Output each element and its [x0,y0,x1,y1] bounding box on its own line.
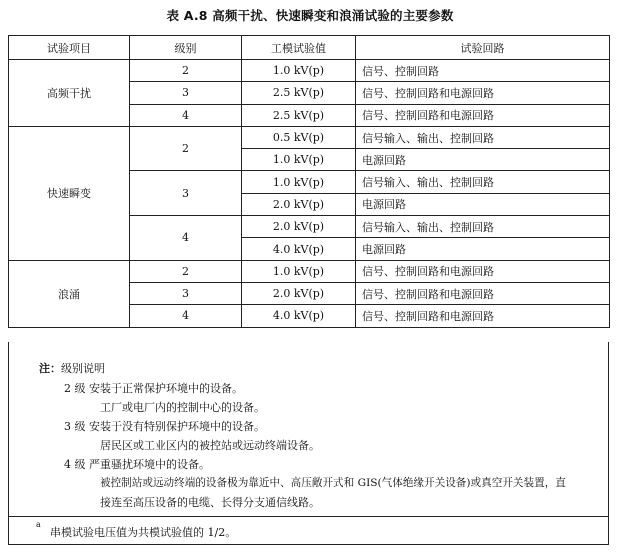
table-row [9,260,610,282]
value-cell: 4.0 kV(p) [242,305,356,327]
circuit-cell: 信号输入、输出、控制回路 [356,171,610,193]
parameters-table [8,35,610,328]
value-cell: 1.0 kV(p) [242,149,356,171]
value-cell: 2.0 kV(p) [242,282,356,304]
circuit-cell: 信号输入、输出、控制回路 [356,216,610,238]
level-cell: 4 [130,305,242,327]
notes-block [8,342,609,517]
header-row [9,36,610,60]
value-cell: 1.0 kV(p) [242,171,356,193]
notes-title: 级别说明 [61,362,105,375]
level-cell: 2 [130,126,242,171]
value-cell: 2.0 kV(p) [242,216,356,238]
note-level-3: 3 级 安装于没有特别保护环境中的设备。 [64,420,265,433]
notes-label: 注： [39,362,61,375]
footnote-mark: a [36,520,41,529]
footnote-text: 串模试验电压值为共模试验值的 1/2。 [50,526,237,539]
level-cell: 4 [130,104,242,126]
header-test-item: 试验项目 [9,36,130,60]
note-level-4-detail: 被控制站或远动终端的设备极为靠近中、高压敞开式和 GIS(气体绝缘开关设备)或真空开关装置，直 [100,477,566,489]
value-cell: 2.5 kV(p) [242,82,356,104]
note-level-2-detail: 工厂或电厂内的控制中心的设备。 [100,401,265,414]
level-cell: 3 [130,82,242,104]
note-level-2: 2 级 安装于正常保护环境中的设备。 [64,382,243,395]
footnote-block [8,516,609,545]
level-cell: 3 [130,171,242,216]
circuit-cell: 信号输入、输出、控制回路 [356,126,610,148]
circuit-cell: 信号、控制回路和电源回路 [356,260,610,282]
level-cell: 2 [130,60,242,82]
table-caption: 表 A.8 高频干扰、快速瞬变和浪涌试验的主要参数 [166,8,454,23]
circuit-cell: 信号、控制回路和电源回路 [356,82,610,104]
value-cell: 4.0 kV(p) [242,238,356,260]
circuit-cell: 电源回路 [356,238,610,260]
value-cell: 0.5 kV(p) [242,126,356,148]
circuit-cell: 信号、控制回路 [356,60,610,82]
circuit-cell: 电源回路 [356,193,610,215]
header-cm-value: 工模试验值 [242,36,356,60]
level-cell: 3 [130,282,242,304]
circuit-cell: 信号、控制回路和电源回路 [356,104,610,126]
test-item-ft: 快速瞬变 [9,126,130,260]
note-level-3-detail: 居民区或工业区内的被控站或远动终端设备。 [100,439,320,452]
circuit-cell: 信号、控制回路和电源回路 [356,282,610,304]
notes-heading [39,360,105,376]
value-cell: 1.0 kV(p) [242,60,356,82]
test-item-surge: 浪涌 [9,260,130,327]
note-level-4: 4 级 严重骚扰环境中的设备。 [64,458,210,471]
level-cell: 2 [130,260,242,282]
circuit-cell: 电源回路 [356,149,610,171]
value-cell: 2.5 kV(p) [242,104,356,126]
note-level-4-detail-cont: 接连至高压设备的电缆、长得分支通信线路。 [100,496,320,509]
value-cell: 1.0 kV(p) [242,260,356,282]
table-row [9,126,610,148]
header-level: 级别 [130,36,242,60]
value-cell: 2.0 kV(p) [242,193,356,215]
header-circuit: 试验回路 [356,36,610,60]
circuit-cell: 信号、控制回路和电源回路 [356,305,610,327]
table-row [9,60,610,82]
test-item-hf: 高频干扰 [9,60,130,127]
level-cell: 4 [130,216,242,261]
